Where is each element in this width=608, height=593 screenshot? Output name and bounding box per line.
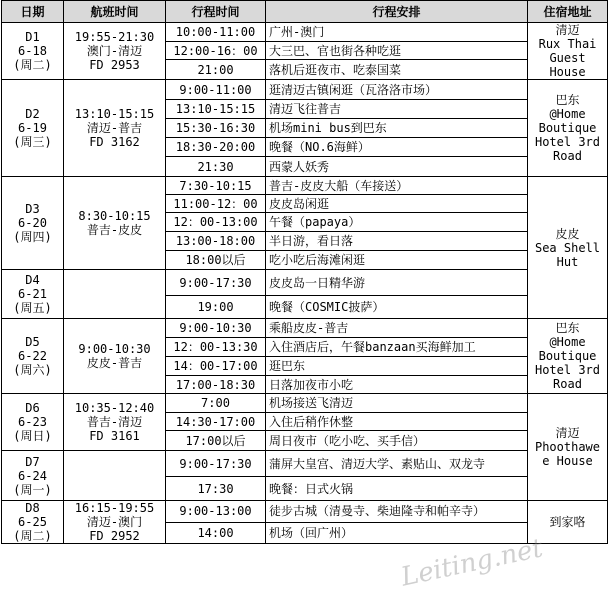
activity-cell: 周日夜市（吃小吃、买手信） xyxy=(266,431,528,451)
time-cell: 12：00-13:30 xyxy=(166,338,266,357)
time-cell: 13:10-15:15 xyxy=(166,100,266,119)
day-line: D4 xyxy=(25,273,40,287)
day-line: 6-24 xyxy=(18,468,47,483)
itinerary-row xyxy=(2,501,608,523)
day-line: D3 xyxy=(25,202,40,216)
time-cell: 9:00-17:30 xyxy=(166,270,266,296)
day-line: (周五) xyxy=(13,301,52,315)
flight-line: 10:35-12:40 xyxy=(74,401,155,415)
day-line: (周四) xyxy=(13,230,52,244)
hotel-line: Road xyxy=(553,377,582,391)
day-line: 6-18 xyxy=(18,44,47,58)
flight-cell xyxy=(64,270,166,319)
day-line: 6-21 xyxy=(18,287,47,301)
time-cell: 7:30-10:15 xyxy=(166,177,266,195)
flight-line: 9:00-10:30 xyxy=(78,342,151,356)
time-cell: 12：00-13:00 xyxy=(166,213,266,232)
hotel-line: Guest xyxy=(549,51,586,65)
itinerary-body xyxy=(2,23,608,544)
time-cell: 9:00-13:00 xyxy=(166,501,266,523)
day-line: D7 xyxy=(25,454,40,469)
hotel-line: Hotel 3rd xyxy=(534,135,601,149)
flight-line: 8:30-10:15 xyxy=(78,209,151,223)
day-line: 6-20 xyxy=(18,216,47,230)
flight-line: 清迈-澳门 xyxy=(86,515,143,529)
day-line: (周三) xyxy=(13,135,52,149)
activity-cell: 晚餐（COSMIC披萨） xyxy=(266,296,528,319)
day-line: (周六) xyxy=(13,363,52,377)
time-cell: 15:30-16:30 xyxy=(166,119,266,138)
time-cell: 21:30 xyxy=(166,157,266,177)
day-line: 6-19 xyxy=(18,121,47,135)
activity-cell: 逛清迈古镇闲逛（瓦洛洛市场） xyxy=(266,80,528,100)
day-line: 6-23 xyxy=(18,415,47,429)
activity-cell: 逛巴东 xyxy=(266,357,528,376)
flight-line: 皮皮-普吉 xyxy=(86,356,143,370)
hotel-line: @Home xyxy=(549,107,586,121)
flight-cell xyxy=(64,501,166,544)
flight-line: FD 3161 xyxy=(89,429,140,443)
time-cell: 17:00以后 xyxy=(166,431,266,451)
flight-line: 清迈-普吉 xyxy=(86,121,143,135)
time-cell: 18:00以后 xyxy=(166,251,266,270)
activity-cell: 广州-澳门 xyxy=(266,23,528,42)
activity-cell: 日落加夜市小吃 xyxy=(266,376,528,394)
day-cell xyxy=(2,451,64,501)
time-cell: 14:30-17:00 xyxy=(166,413,266,431)
day-line: D8 xyxy=(25,501,40,515)
header-date: 日期 xyxy=(2,1,64,23)
hotel-cell xyxy=(528,23,608,80)
day-line: 6-25 xyxy=(18,515,47,529)
day-cell xyxy=(2,394,64,451)
hotel-cell xyxy=(528,177,608,319)
day-cell xyxy=(2,80,64,177)
activity-cell: 皮皮岛一日精华游 xyxy=(266,270,528,296)
hotel-line: 清迈 xyxy=(555,23,580,37)
day-line: (周二) xyxy=(13,58,52,72)
flight-cell xyxy=(64,80,166,177)
itinerary-row xyxy=(2,177,608,195)
header-flight: 航班时间 xyxy=(64,1,166,23)
header-time: 行程时间 xyxy=(166,1,266,23)
hotel-line: Hotel 3rd xyxy=(534,363,601,377)
activity-cell: 落机后逛夜市、吃泰国菜 xyxy=(266,60,528,80)
flight-cell xyxy=(64,23,166,80)
hotel-cell xyxy=(528,80,608,177)
flight-line: 16:15-19:55 xyxy=(74,501,155,515)
day-cell xyxy=(2,23,64,80)
activity-cell: 皮皮岛闲逛 xyxy=(266,195,528,213)
time-cell: 7:00 xyxy=(166,394,266,413)
time-cell: 17:30 xyxy=(166,477,266,501)
activity-cell: 普吉-皮皮大船（车接送） xyxy=(266,177,528,195)
hotel-line: Boutique xyxy=(538,121,597,135)
itinerary-row xyxy=(2,80,608,100)
day-cell xyxy=(2,319,64,394)
flight-cell xyxy=(64,319,166,394)
time-cell: 12:00-16：00 xyxy=(166,42,266,60)
time-cell: 9:00-17:30 xyxy=(166,451,266,477)
day-cell xyxy=(2,501,64,544)
itinerary-row xyxy=(2,23,608,42)
hotel-line: 巴东 xyxy=(555,321,580,335)
flight-cell xyxy=(64,177,166,270)
time-cell: 9:00-10:30 xyxy=(166,319,266,338)
day-line: D5 xyxy=(25,335,40,349)
hotel-line: 皮皮 xyxy=(555,226,580,241)
flight-cell xyxy=(64,451,166,501)
activity-cell: 晚餐：日式火锅 xyxy=(266,477,528,501)
time-cell: 14:00 xyxy=(166,522,266,544)
activity-cell: 机场（回广州） xyxy=(266,522,528,544)
activity-cell: 蒲屏大皇宫、清迈大学、素贴山、双龙寺 xyxy=(266,451,528,477)
time-cell: 19:00 xyxy=(166,296,266,319)
time-cell: 17:00-18:30 xyxy=(166,376,266,394)
itinerary-table xyxy=(1,0,608,544)
hotel-cell xyxy=(528,394,608,501)
time-cell: 9:00-11:00 xyxy=(166,80,266,100)
day-line: 6-22 xyxy=(18,349,47,363)
day-line: D6 xyxy=(25,401,40,415)
activity-cell: 入住后稍作休整 xyxy=(266,413,528,431)
itinerary-row xyxy=(2,394,608,413)
day-line: D1 xyxy=(25,30,40,44)
time-cell: 21:00 xyxy=(166,60,266,80)
time-cell: 11:00-12：00 xyxy=(166,195,266,213)
hotel-line: 到家咯 xyxy=(549,515,586,529)
day-line: (周日) xyxy=(13,429,52,443)
header-hotel: 住宿地址 xyxy=(528,1,608,23)
flight-line: 19:55-21:30 xyxy=(74,30,155,44)
hotel-line: 巴东 xyxy=(555,93,580,107)
itinerary-row xyxy=(2,451,608,477)
activity-cell: 清迈飞往普吉 xyxy=(266,100,528,119)
watermark: Leiting.net xyxy=(398,533,546,593)
hotel-line: @Home xyxy=(549,335,586,349)
time-cell: 14：00-17:00 xyxy=(166,357,266,376)
hotel-line: Rux Thai xyxy=(538,37,597,51)
hotel-cell xyxy=(528,319,608,394)
time-cell: 10:00-11:00 xyxy=(166,23,266,42)
flight-line: FD 2953 xyxy=(89,58,140,72)
time-cell: 13:00-18:00 xyxy=(166,232,266,251)
header-row xyxy=(2,1,608,23)
hotel-line: Road xyxy=(553,149,582,163)
flight-line: 普吉-清迈 xyxy=(86,415,143,429)
header-plan: 行程安排 xyxy=(266,1,528,23)
flight-cell xyxy=(64,394,166,451)
hotel-line: Sea Shell xyxy=(534,240,601,255)
activity-cell: 乘船皮皮-普吉 xyxy=(266,319,528,338)
hotel-line: Hut xyxy=(556,254,579,269)
flight-line: FD 2952 xyxy=(89,529,140,543)
activity-cell: 徒步古城（清曼寺、柴迪隆寺和帕辛寺） xyxy=(266,501,528,523)
activity-cell: 晚餐（NO.6海鲜） xyxy=(266,138,528,157)
activity-cell: 入住酒店后，午餐banzaan买海鲜加工 xyxy=(266,338,528,357)
time-cell: 18:30-20:00 xyxy=(166,138,266,157)
activity-cell: 机场接送飞清迈 xyxy=(266,394,528,413)
activity-cell: 午餐（papaya） xyxy=(266,213,528,232)
day-cell xyxy=(2,177,64,270)
activity-cell: 半日游，看日落 xyxy=(266,232,528,251)
hotel-line: Boutique xyxy=(538,349,597,363)
itinerary-row xyxy=(2,319,608,338)
day-line: D2 xyxy=(25,107,40,121)
day-cell xyxy=(2,270,64,319)
flight-line: 澳门-清迈 xyxy=(86,44,143,58)
activity-cell: 机场mini bus到巴东 xyxy=(266,119,528,138)
hotel-line: e House xyxy=(542,454,593,468)
activity-cell: 吃小吃后海滩闲逛 xyxy=(266,251,528,270)
hotel-line: Phoothawe xyxy=(534,440,601,454)
hotel-line: House xyxy=(549,65,586,79)
activity-cell: 西蒙人妖秀 xyxy=(266,157,528,177)
day-line: (周一) xyxy=(13,482,52,497)
flight-line: 13:10-15:15 xyxy=(74,107,155,121)
activity-cell: 大三巴、官也街各种吃逛 xyxy=(266,42,528,60)
hotel-line: 清迈 xyxy=(555,426,580,440)
hotel-cell xyxy=(528,501,608,544)
itinerary-row xyxy=(2,270,608,296)
flight-line: FD 3162 xyxy=(89,135,140,149)
day-line: (周二) xyxy=(13,529,52,543)
flight-line: 普吉-皮皮 xyxy=(86,223,143,237)
